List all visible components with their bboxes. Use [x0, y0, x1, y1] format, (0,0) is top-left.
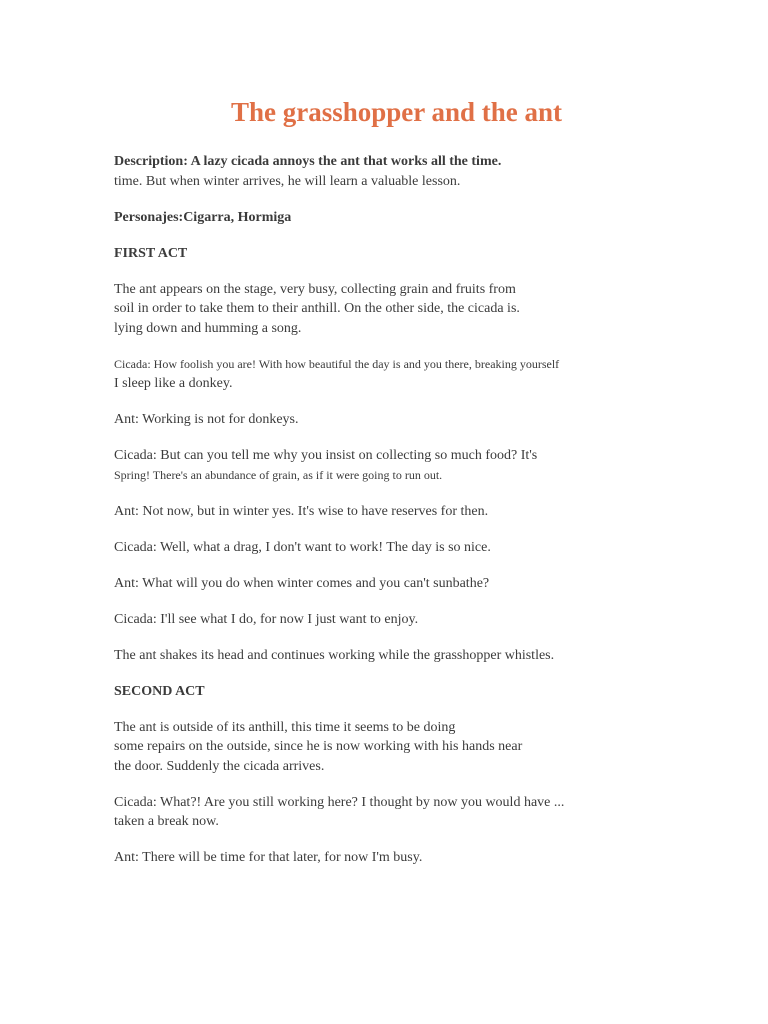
paragraph-line: Spring! There's an abundance of grain, as if it were going to run out. [114, 467, 443, 482]
description [114, 152, 734, 191]
act1-heading: FIRST ACT [114, 245, 188, 261]
dialogue-line [114, 446, 734, 485]
dialogue-line [114, 355, 734, 394]
act1-intro [114, 280, 734, 339]
paragraph-line: I sleep like a donkey. [114, 376, 233, 391]
paragraph-line: soil in order to take them to their anthill. On the other side, the cicada is. [114, 301, 520, 316]
paragraph-line: Cicada: But can you tell me why you insist on collecting so much food? It's [114, 448, 538, 463]
stage-direction: The ant shakes its head and continues working while the grasshopper whistles. [114, 647, 555, 663]
dialogue-line: Cicada: Well, what a drag, I don't want to work! The day is so nice. [114, 539, 491, 555]
document-title: The grasshopper and the ant [230, 97, 563, 127]
dialogue-line: Ant: Not now, but in winter yes. It's wise to have reserves for then. [114, 503, 489, 519]
description-line: Description: A lazy cicada annoys the ant that works all the time. [114, 154, 502, 169]
act2-heading: SECOND ACT [114, 683, 205, 699]
paragraph-line: lying down and humming a song. [114, 320, 302, 336]
characters: Personajes:Cigarra, Hormiga [114, 209, 292, 225]
dialogue-line [114, 793, 734, 832]
document-body [114, 152, 734, 884]
paragraph-line: The ant appears on the stage, very busy, collecting grain and fruits from [114, 281, 516, 297]
act2-intro [114, 718, 734, 777]
dialogue-line: Ant: Working is not for donkeys. [114, 412, 299, 427]
description-line: time. But when winter arrives, he will learn a valuable lesson. [114, 173, 461, 189]
paragraph-line: the door. Suddenly the cicada arrives. [114, 758, 325, 774]
dialogue-line: Ant: What will you do when winter comes and you can't sunbathe? [114, 575, 490, 591]
paragraph-line: Cicada: What?! Are you still working here? I thought by now you would have ... [114, 794, 565, 810]
paragraph-line: Cicada: How foolish you are! With how beautiful the day is and you there, breaking yourself [114, 356, 560, 371]
dialogue-line: Ant: There will be time for that later, for now I'm busy. [114, 850, 423, 865]
dialogue-line: Cicada: I'll see what I do, for now I just want to enjoy. [114, 611, 419, 627]
paragraph-line: taken a break now. [114, 814, 219, 829]
paragraph-line: The ant is outside of its anthill, this time it seems to be doing [114, 719, 456, 735]
paragraph-line: some repairs on the outside, since he is now working with his hands near [114, 739, 523, 754]
